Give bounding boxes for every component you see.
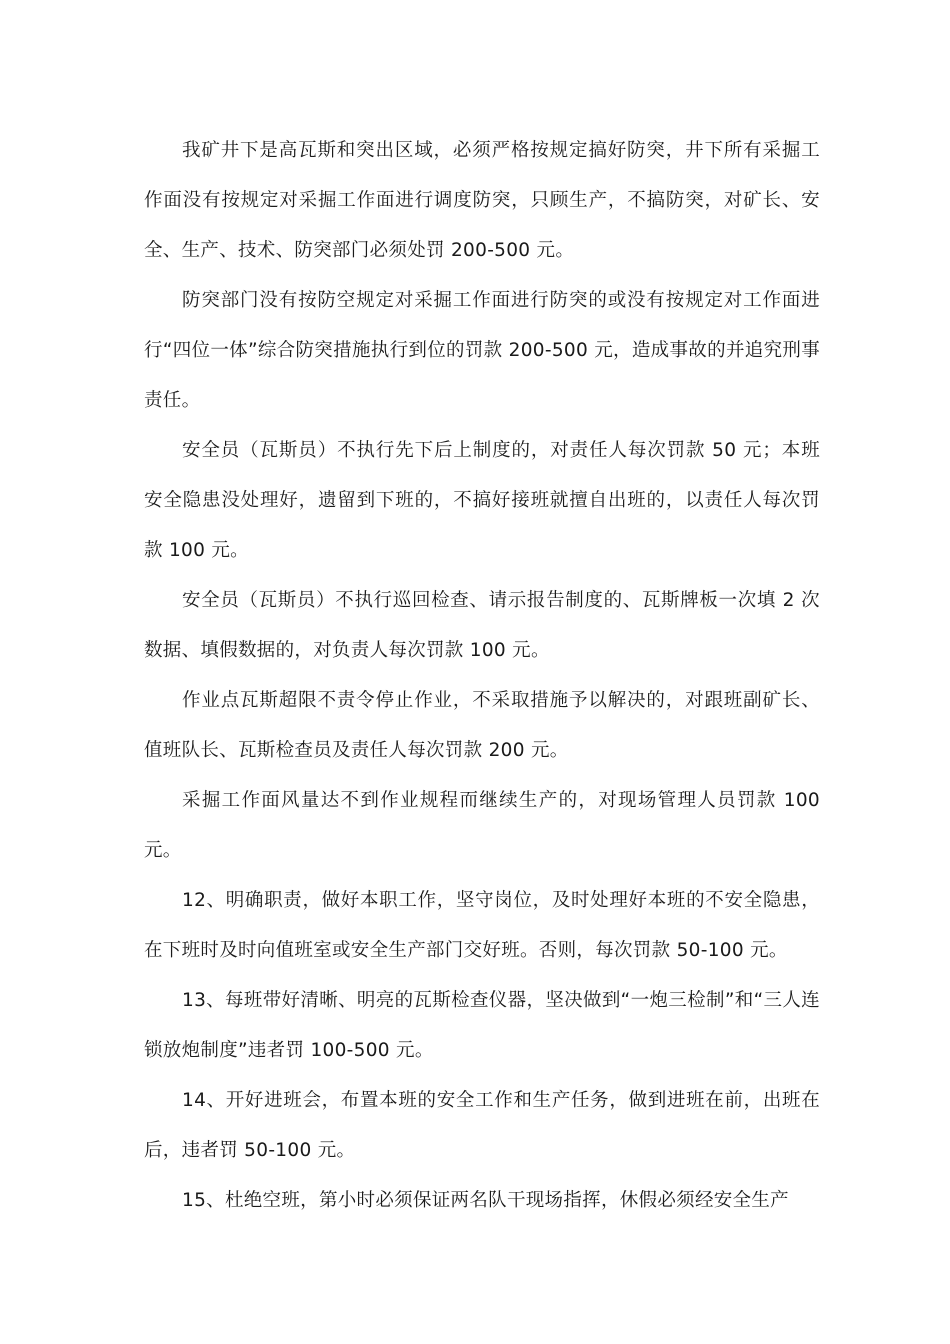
paragraph-patrol-inspection: 安全员（瓦斯员）不执行巡回检查、请示报告制度的、瓦斯牌板一次填 2 次数据、填假数据的，对负责人每次罚款 100 元。 xyxy=(144,590,820,661)
paragraph-gas-overlimit: 作业点瓦斯超限不责令停止作业，不采取措施予以解决的，对跟班副矿长、值班队长、瓦斯检查员及责任人每次罚款 200 元。 xyxy=(144,690,820,761)
document-body xyxy=(144,126,820,1226)
paragraph-item-12: 12、明确职责，做好本职工作，坚守岗位，及时处理好本班的不安全隐患，在下班时及时向值班室或安全生产部门交好班。否则，每次罚款 50-100 元。 xyxy=(144,890,820,961)
paragraph-item-15: 15、杜绝空班，第小时必须保证两名队干现场指挥，休假必须经安全生产 xyxy=(182,1190,789,1211)
paragraph-safety-officer-shift: 安全员（瓦斯员）不执行先下后上制度的，对责任人每次罚款 50 元；本班安全隐患没处理好，遗留到下班的，不搞好接班就擅自出班的，以责任人每次罚款 100 元。 xyxy=(144,440,820,561)
paragraph-air-volume: 采掘工作面风量达不到作业规程而继续生产的，对现场管理人员罚款 100 元。 xyxy=(144,790,820,861)
paragraph-gas-outburst-prevention: 我矿井下是高瓦斯和突出区域，必须严格按规定搞好防突，井下所有采掘工作面没有按规定对采掘工作面进行调度防突，只顾生产，不搞防突，对矿长、安全、生产、技术、防突部门必须处罚 200-500 元。 xyxy=(144,140,820,261)
paragraph-prevention-department: 防突部门没有按防空规定对采掘工作面进行防突的或没有按规定对工作面进行“四位一体”综合防突措施执行到位的罚款 200-500 元，造成事故的并追究刑事责任。 xyxy=(144,290,820,411)
paragraph-item-14: 14、开好进班会，布置本班的安全工作和生产任务，做到进班在前，出班在后，违者罚 50-100 元。 xyxy=(144,1090,820,1161)
paragraph-item-13: 13、每班带好清晰、明亮的瓦斯检查仪器，坚决做到“一炮三检制”和“三人连锁放炮制度”违者罚 100-500 元。 xyxy=(144,990,820,1061)
